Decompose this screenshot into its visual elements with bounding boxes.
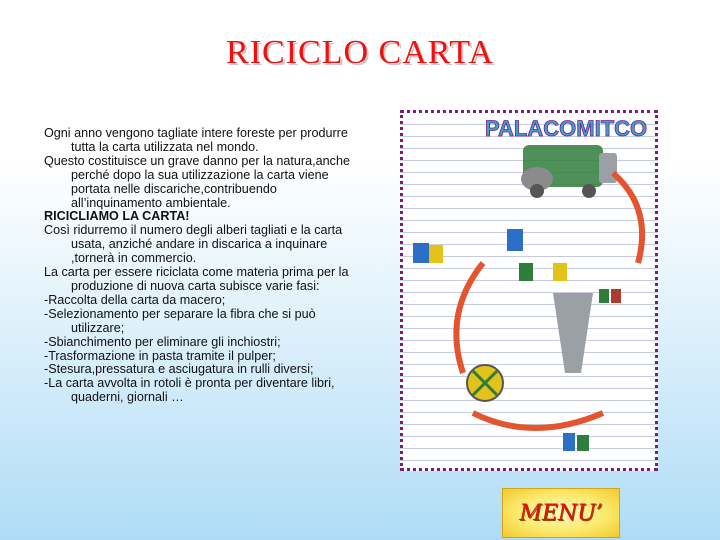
phase-item: -Stesura,pressatura e asciugatura in rulli diversi; [44, 362, 314, 377]
bins-icon [413, 229, 567, 281]
arrow-icon [613, 173, 642, 263]
phase-item: -La carta avvolta in rotoli è pronta per diventare libri, quaderni, giornali … [44, 376, 335, 405]
phase-item: -Raccolta della carta da macero; [44, 292, 226, 307]
menu-label: MENU’ [519, 500, 603, 526]
arrow-icon [473, 413, 603, 428]
drawing-illustration [403, 113, 655, 468]
paragraph: Così ridurremo il numero degli alberi tagliati e la carta usata, anziché andare in discarica a inquinare ,tornerà in commercio. [44, 223, 343, 266]
phase-item: -Trasformazione in pasta tramite il pulper; [44, 348, 276, 363]
truck-icon [521, 145, 617, 198]
paragraph: Ogni anno vengono tagliate intere foreste per produrre tutta la carta utilizzata nel mondo. [44, 126, 348, 154]
arrow-icon [456, 263, 483, 373]
drawing-heading: PALACOMITCO [485, 116, 648, 141]
phase-item: -Sbianchimento per eliminare gli inchiostri; [44, 334, 281, 349]
paragraph: Questo costituisce un grave danno per la natura,anche perché dopo la sua utilizzazione la carta viene portata nelle discariche,contribuendo all’inquinamento ambientale. [44, 153, 350, 210]
recycling-drawing [400, 110, 658, 471]
page-title: RICICLO CARTA [226, 34, 494, 71]
paragraph: La carta per essere riciclata come materia prima per la produzione di nuova carta subisce varie fasi: [44, 265, 349, 293]
menu-button[interactable] [502, 488, 620, 538]
phase-item: -Selezionamento per separare la fibra che si può utilizzare; [44, 306, 316, 335]
paragraph-highlight: RICICLIAMO LA CARTA! [44, 209, 190, 224]
pulper-icon [553, 293, 593, 373]
body-text [44, 127, 356, 405]
